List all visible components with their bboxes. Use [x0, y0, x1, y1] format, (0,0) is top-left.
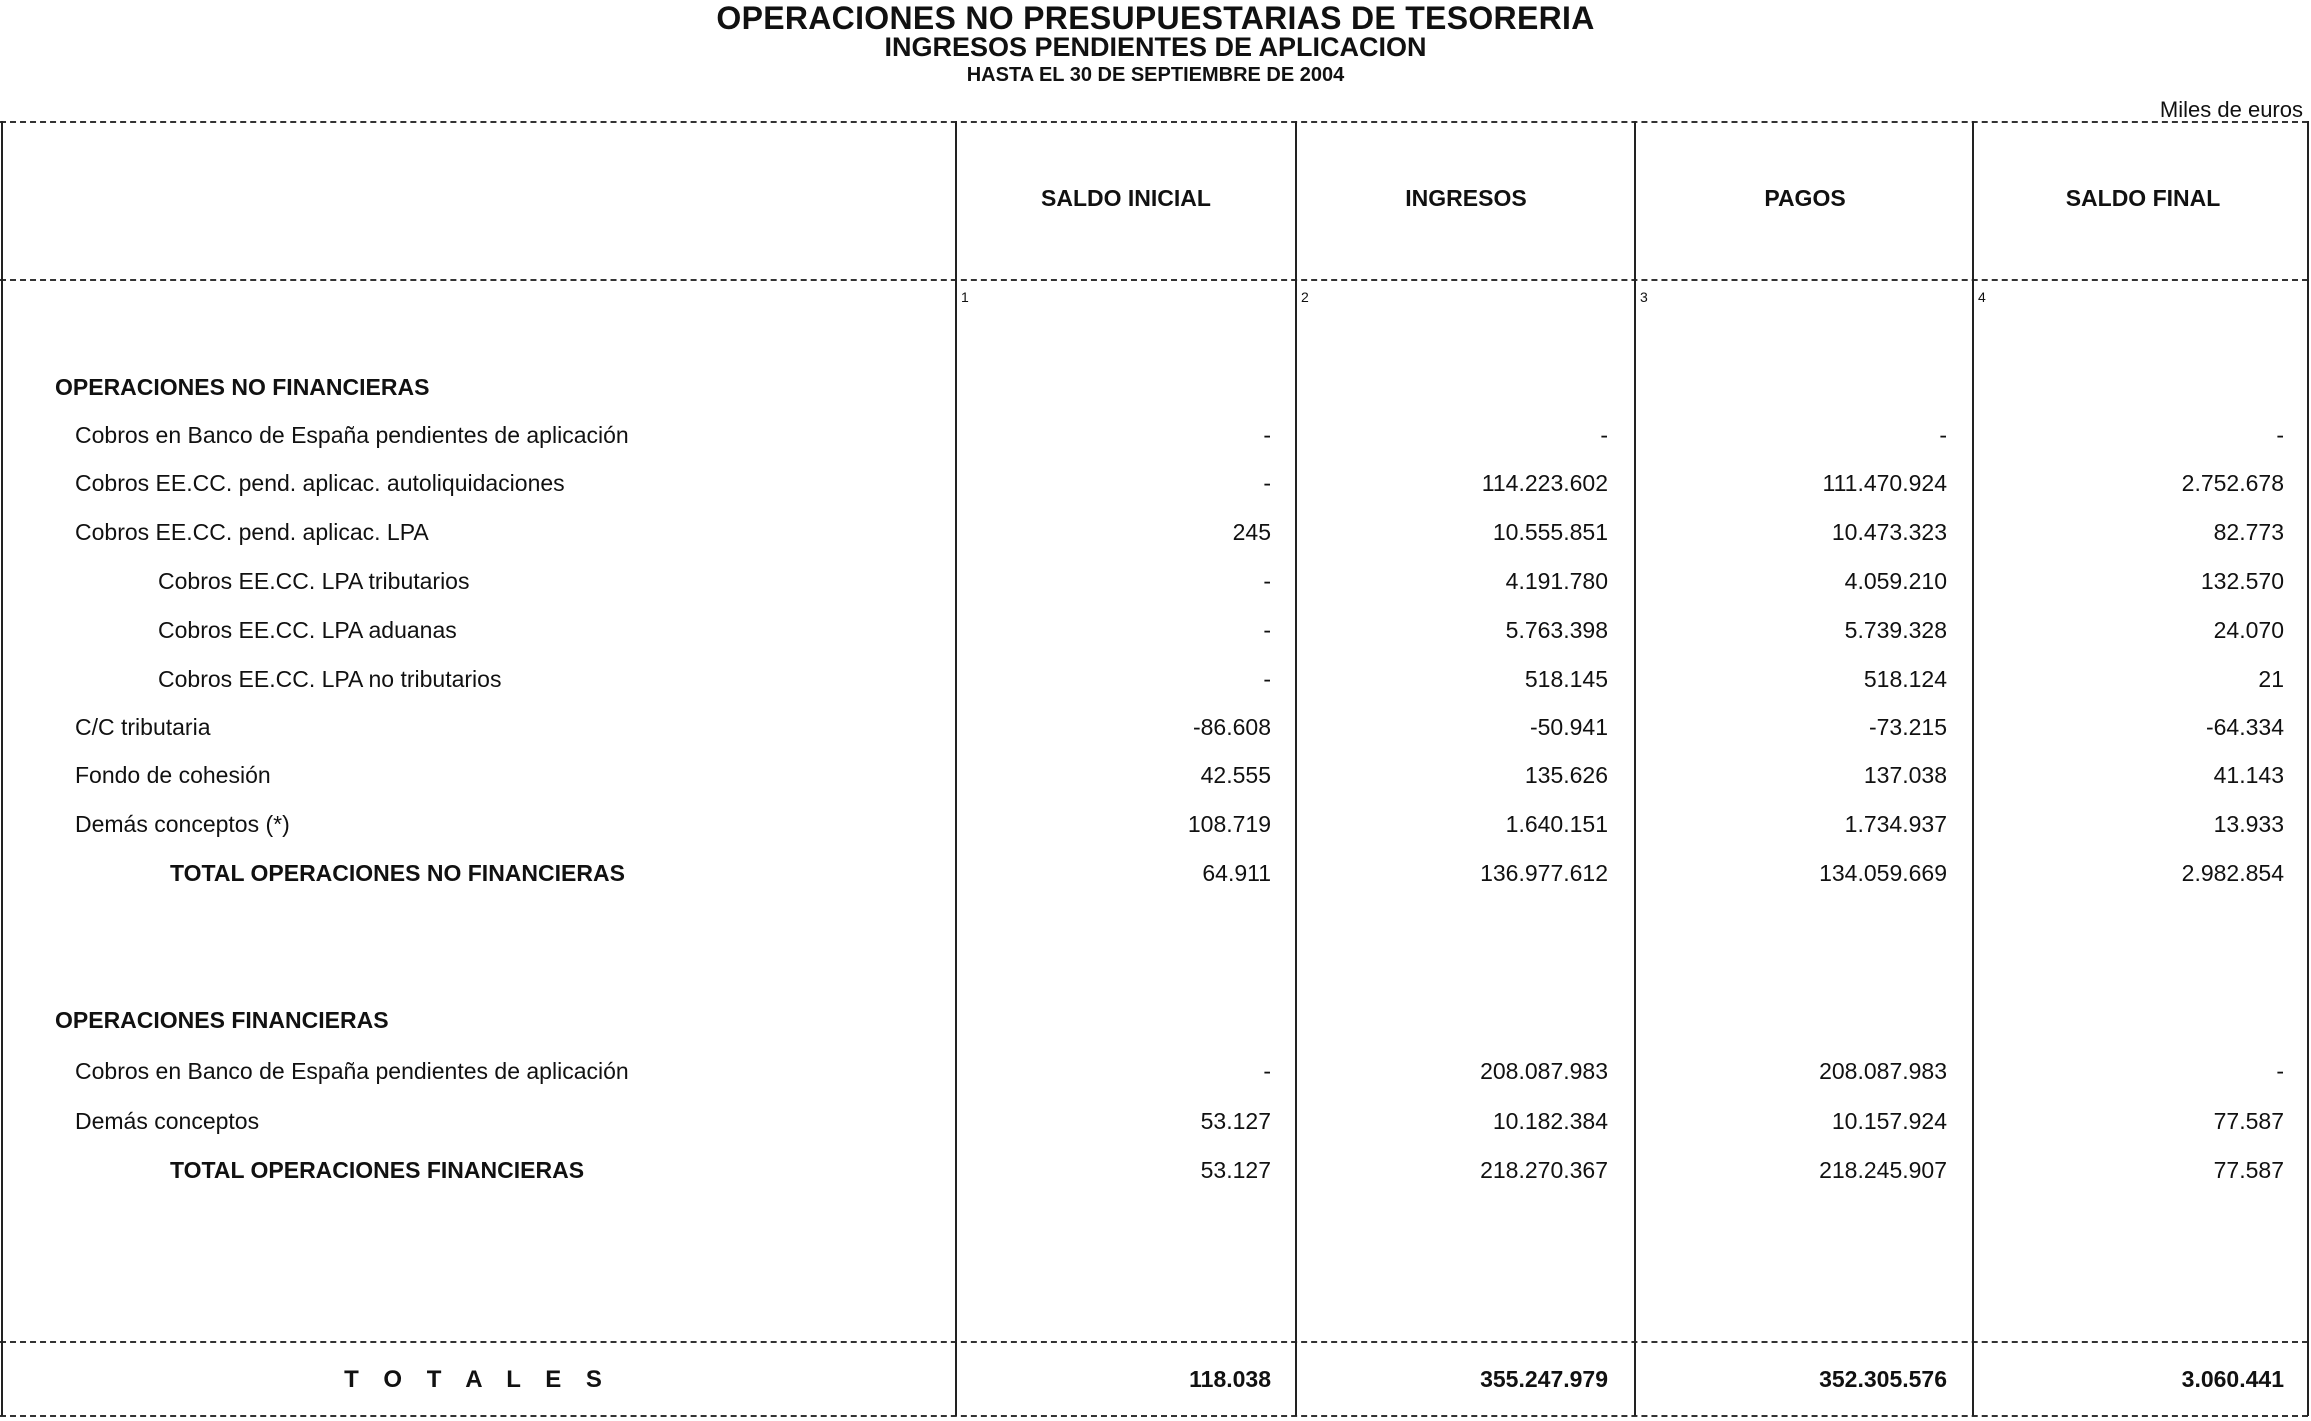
cell-ingresos: 218.270.367 [1480, 1157, 1608, 1183]
cell-saldo-final: 13.933 [2213, 811, 2284, 837]
cell-saldo-inicial: 108.719 [1187, 811, 1271, 837]
cell-saldo-inicial: 64.911 [1202, 860, 1271, 886]
cell-saldo-inicial: - [1263, 1058, 1271, 1084]
cell-ingresos: 114.223.602 [1481, 470, 1608, 496]
row-label: Fondo de cohesión [75, 762, 271, 788]
row-label: OPERACIONES NO FINANCIERAS [55, 374, 430, 400]
cell-pagos: 10.157.924 [1831, 1108, 1947, 1134]
cell-saldo-final: 82.773 [2213, 519, 2284, 545]
row-label: Demás conceptos (*) [75, 811, 290, 837]
cell-ingresos: 136.977.612 [1480, 860, 1608, 886]
cell-saldo-inicial: - [1263, 470, 1271, 496]
date-line: HASTA EL 30 DE SEPTIEMBRE DE 2004 [966, 64, 1345, 86]
total-saldo-inicial: 118.038 [1189, 1366, 1271, 1392]
table-row-total [0, 1157, 2311, 1197]
table-top-border [0, 121, 2308, 123]
cell-pagos: -73.215 [1868, 714, 1947, 740]
cell-saldo-final: 77.587 [2213, 1108, 2284, 1134]
table-row-total [0, 860, 2311, 900]
col-header-pagos: PAGOS [1764, 185, 1846, 211]
cell-ingresos: 4.191.780 [1505, 568, 1608, 594]
col-number-1: 1 [961, 289, 969, 305]
cell-pagos: 137.038 [1863, 762, 1947, 788]
row-label: Cobros en Banco de España pendientes de aplicación [75, 1058, 629, 1084]
col-number-4: 4 [1978, 289, 1986, 305]
row-label: Cobros EE.CC. LPA no tributarios [158, 666, 502, 692]
cell-ingresos: 518.145 [1524, 666, 1608, 692]
cell-ingresos: 5.763.398 [1505, 617, 1608, 643]
cell-ingresos: 135.626 [1524, 762, 1608, 788]
col-header-saldo-final: SALDO FINAL [2065, 185, 2221, 211]
table-row [0, 666, 2311, 706]
cell-saldo-final: 2.982.854 [2181, 860, 2284, 886]
row-label: Cobros EE.CC. pend. aplicac. LPA [75, 519, 429, 545]
totals-top-border [0, 1341, 2308, 1343]
total-pagos: 352.305.576 [1819, 1366, 1947, 1392]
row-label: Cobros EE.CC. LPA tributarios [158, 568, 470, 594]
row-label: Cobros EE.CC. LPA aduanas [158, 617, 457, 643]
cell-saldo-inicial: - [1263, 568, 1271, 594]
cell-pagos: 218.245.907 [1819, 1157, 1947, 1183]
page-subtitle: INGRESOS PENDIENTES DE APLICACION [884, 32, 1427, 62]
cell-pagos: - [1939, 422, 1947, 448]
cell-pagos: 208.087.983 [1819, 1058, 1947, 1084]
row-label: TOTAL OPERACIONES NO FINANCIERAS [170, 860, 625, 886]
table-row [0, 422, 2311, 462]
col-number-3: 3 [1640, 289, 1648, 305]
cell-saldo-final: 21 [2258, 666, 2284, 692]
cell-saldo-final: 77.587 [2213, 1157, 2284, 1183]
table-bottom-border [0, 1415, 2308, 1417]
cell-saldo-final: - [2276, 1058, 2284, 1084]
cell-pagos: 518.124 [1863, 666, 1947, 692]
cell-pagos: 111.470.924 [1822, 470, 1947, 496]
col-number-2: 2 [1301, 289, 1309, 305]
table-row [0, 374, 2311, 414]
cell-ingresos: 10.182.384 [1492, 1108, 1608, 1134]
cell-saldo-final: - [2276, 422, 2284, 448]
cell-saldo-inicial: - [1263, 617, 1271, 643]
table-row [0, 762, 2311, 802]
header-bottom-border [0, 279, 2308, 281]
table-row [0, 568, 2311, 608]
cell-saldo-final: 2.752.678 [2181, 470, 2284, 496]
row-label: Demás conceptos [75, 1108, 260, 1134]
table-row [0, 811, 2311, 851]
cell-ingresos: -50.941 [1529, 714, 1608, 740]
cell-pagos: 5.739.328 [1844, 617, 1947, 643]
cell-ingresos: 208.087.983 [1480, 1058, 1608, 1084]
total-ingresos: 355.247.979 [1480, 1366, 1608, 1392]
cell-saldo-inicial: 245 [1232, 519, 1271, 545]
cell-ingresos: 10.555.851 [1492, 519, 1608, 545]
table-row [0, 519, 2311, 559]
table-row [0, 1108, 2311, 1148]
cell-saldo-inicial: - [1263, 666, 1271, 692]
cell-saldo-final: 24.070 [2213, 617, 2284, 643]
row-label: Cobros EE.CC. pend. aplicac. autoliquidaciones [75, 470, 565, 496]
table-row [0, 1007, 2311, 1047]
row-label: TOTAL OPERACIONES FINANCIERAS [170, 1157, 585, 1183]
col-header-ingresos: INGRESOS [1405, 185, 1527, 211]
table-row [0, 470, 2311, 510]
row-label: C/C tributaria [75, 714, 211, 740]
cell-saldo-inicial: - [1263, 422, 1271, 448]
units-label: Miles de euros [2159, 97, 2303, 122]
cell-saldo-final: 41.143 [2213, 762, 2284, 788]
cell-pagos: 1.734.937 [1844, 811, 1947, 837]
cell-saldo-final: -64.334 [2205, 714, 2284, 740]
cell-ingresos: - [1600, 422, 1608, 448]
cell-saldo-inicial: -86.608 [1192, 714, 1271, 740]
table-row [0, 617, 2311, 657]
col-header-saldo-inicial: SALDO INICIAL [1041, 185, 1211, 211]
cell-pagos: 134.059.669 [1819, 860, 1947, 886]
cell-saldo-inicial: 53.127 [1200, 1108, 1271, 1134]
totals-label: T O T A L E S [344, 1366, 611, 1393]
table-row [0, 714, 2311, 754]
cell-ingresos: 1.640.151 [1505, 811, 1608, 837]
total-saldo-final: 3.060.441 [2181, 1366, 2284, 1392]
table-row [0, 1058, 2311, 1098]
page-title: OPERACIONES NO PRESUPUESTARIAS DE TESORERIA [716, 0, 1595, 36]
cell-saldo-final: 132.570 [2200, 568, 2284, 594]
cell-saldo-inicial: 42.555 [1200, 762, 1271, 788]
row-label: Cobros en Banco de España pendientes de aplicación [75, 422, 629, 448]
cell-pagos: 10.473.323 [1831, 519, 1947, 545]
cell-pagos: 4.059.210 [1844, 568, 1947, 594]
row-label: OPERACIONES FINANCIERAS [55, 1007, 389, 1033]
cell-saldo-inicial: 53.127 [1200, 1157, 1271, 1183]
